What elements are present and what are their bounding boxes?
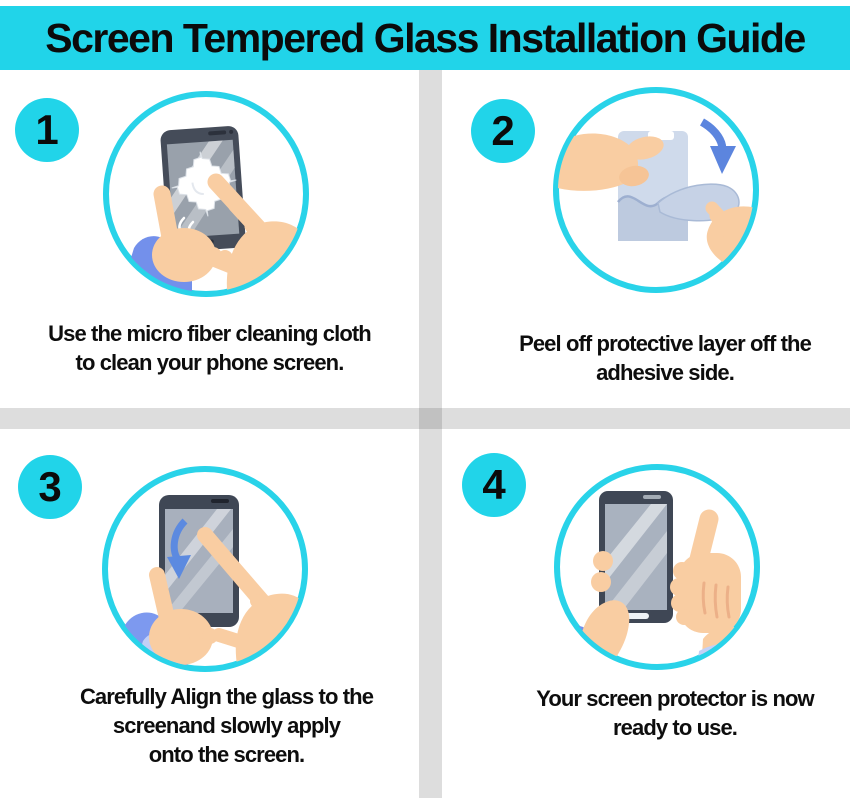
thumb-shape [162,194,172,248]
step-1-panel [0,70,419,408]
step-2-caption: Peel off protective layer off the adhesive side. [519,331,811,385]
page-title: Screen Tempered Glass Installation Guide [45,14,805,61]
title-banner [0,6,850,70]
step-4-illustration [551,461,763,673]
step-1-illustration [100,88,312,300]
step-3-illustration [99,463,311,675]
cuff-shape [697,643,763,673]
thumb-shape [699,519,709,559]
step-4-number-badge: 4 [462,453,526,517]
step-3-number-badge: 3 [18,455,82,519]
step-1-number-badge: 1 [15,98,79,162]
step-2-illustration [550,84,762,296]
step-2-panel [442,70,850,408]
step-3-panel [0,430,419,798]
step-2-number-badge: 2 [471,99,535,163]
step-4-caption: Your screen protector is now ready to use. [536,686,814,740]
step-4-panel [442,430,850,798]
step-1-caption: Use the micro fiber cleaning cloth to clean your phone screen. [48,321,371,375]
step-3-caption: Carefully Align the glass to the screenand slowly apply onto the screen. [79,684,374,767]
